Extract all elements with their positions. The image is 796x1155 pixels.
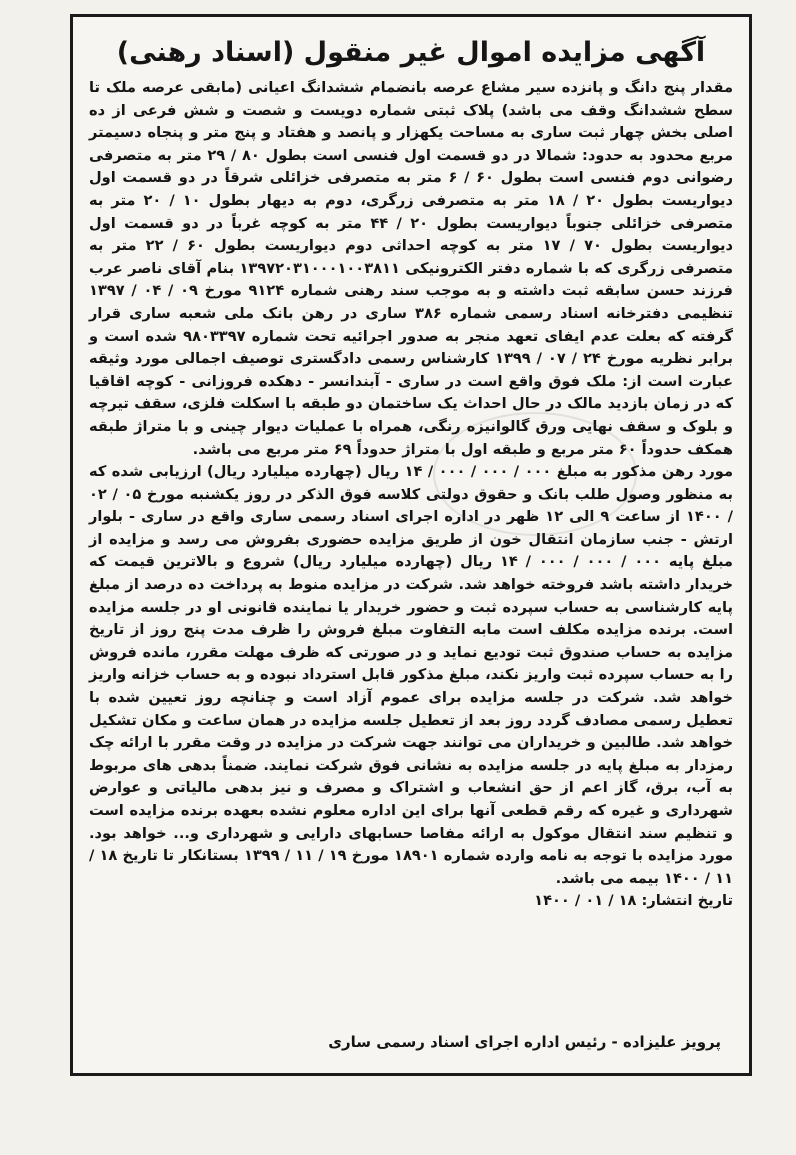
publish-date: تاریخ انتشار: ۱۸ / ۰۱ / ۱۴۰۰	[534, 892, 733, 910]
auction-terms-paragraph: مورد رهن مذکور به مبلغ ۰۰۰ / ۰۰۰ / ۰۰۰ / ۱۴ ریال (چهارده میلیارد ریال) ارزیابی شده که به منظور وصول طلب بانک و حقوق دولتی کلاسه فوق الذکر در روز یکشنبه مورخ ۰۵ / ۰۲ / ۱۴۰۰ از ساعت ۹ الی ۱۲ ظهر در اداره اجرای اسناد رسمی ساری واقع در ساری - بلوار ارتش - جنب سازمان انتقال خون از طریق مزایده حضوری بفروش می رسد و مزایده از مبلغ پایه ۰۰۰ / ۰۰۰ / ۰۰۰ / ۱۴ ریال (چهارده میلیارد ریال) شروع و بالاترین قیمت که خریدار داشته باشد فروخته خواهد شد. شرکت در مزایده منوط به پرداخت ده درصد از مبلغ پایه کارشناسی به حساب سپرده ثبت و حضور خریدار یا نماینده قانونی او در جلسه مزایده است. برنده مزایده مکلف است مابه التفاوت مبلغ فروش را ظرف مدت پنج روز از تاریخ مزایده به حساب صندوق ثبت تودیع نماید و در صورتی که ظرف مهلت مقرر، مانده فروش را به حساب سپرده ثبت واریز نکند، مبلغ مذکور قابل استرداد نبوده و به حساب خزانه واریز خواهد شد. شرکت در جلسه مزایده برای عموم آزاد است و چنانچه روز تعیین شده با تعطیل رسمی مصادف گردد روز بعد از تعطیل جلسه مزایده در همان ساعت و مکان تشکیل خواهد شد. طالبین و خریداران می توانند جهت شرکت در مزایده در وقت مقرر با ارائه چک رمزدار به مبلغ پایه در جلسه مزایده به نشانی فوق شرکت نمایند. ضمناً بدهی های مربوط به آب، برق، گاز اعم از حق انشعاب و اشتراک و مصرف و نیز بدهی مالیاتی و عوارض شهرداری و غیره که رقم قطعی آنها برای این اداره معلوم نشده بعهده برنده مزایده است و تنظیم سند انتقال موکول به ارائه مفاصا حسابهای دارایی و شهرداری و... خواهد بود. مورد مزایده با توجه به نامه وارده شماره ۱۸۹۰۱ مورخ ۱۹ / ۱۱ / ۱۳۹۹ بستانکار تا تاریخ ۱۸ / ۱۱ / ۱۴۰۰ بیمه می باشد.	[89, 463, 733, 887]
notice-body	[89, 77, 733, 913]
notice-title: آگهی مزایده اموال غیر منقول (اسناد رهنی)	[116, 37, 706, 68]
signature-line: پرویز علیزاده - رئیس اداره اجرای اسناد رسمی ساری	[328, 1033, 721, 1051]
notice-frame	[70, 14, 752, 1076]
property-description-paragraph: مقدار پنج دانگ و پانزده سیر مشاع عرصه بانضمام ششدانگ اعیانی (مابقی عرصه ملک تا سطح ششدانگ وقف می باشد) پلاک ثبتی شماره دویست و شصت و شش فرعی از ده اصلی بخش چهار ثبت ساری به مساحت یکهزار و پانصد و هفتاد و پنج متر و پنجاه دسیمتر مربع محدود به حدود: شمالا در دو قسمت اول فنسی است بطول ۸۰ / ۲۹ متر به متصرفی رضوانی دوم فنسی است بطول ۶۰ / ۶ متر به متصرفی خزائلی شرقاً در دو قسمت اول دیواریست بطول ۲۰ / ۱۸ متر به متصرفی زرگری، دوم به دیهار بطول ۱۰ / ۲۰ متر به متصرفی خزائلی جنوباً دیواریست بطول ۲۰ / ۴۴ متر به کوچه غرباً در دو قسمت اول دیواریست بطول ۷۰ / ۱۷ متر به کوچه احداثی دوم دیواریست بطول ۶۰ / ۲۲ متر به متصرفی زرگری که با شماره دفتر الکترونیکی ۱۳۹۷۲۰۳۱۰۰۰۱۰۰۳۸۱۱ بنام آقای ناصر عرب فرزند حسن سابقه ثبت داشته و به موجب سند رهنی شماره ۹۱۲۴ مورخ ۰۹ / ۰۴ / ۱۳۹۷ تنظیمی دفترخانه اسناد رسمی شماره ۳۸۶ ساری در رهن بانک ملی شعبه ساری قرار گرفته که بعلت عدم ایفای تعهد منجر به صدور اجرائیه تحت شماره ۹۸۰۳۳۹۷ شده است و برابر نظریه مورخ ۲۴ / ۰۷ / ۱۳۹۹ کارشناس رسمی دادگستری توصیف اجمالی مورد وثیقه عبارت است از: ملک فوق واقع است در ساری - آبندانسر - دهکده فروزانی - کوچه اقاقیا که در زمان بازدید مالک در حال احداث یک ساختمان دو طبقه با اسکلت فلزی، سقف تیرچه و بلوک و سقف نهایی ورق گالوانیزه رنگی، همراه با عملیات دیوار چینی و با متراژ طبقه همکف حدوداً ۶۰ متر مربع و طبقه اول با متراژ حدوداً ۶۹ متر مربع می باشد.	[89, 79, 734, 458]
